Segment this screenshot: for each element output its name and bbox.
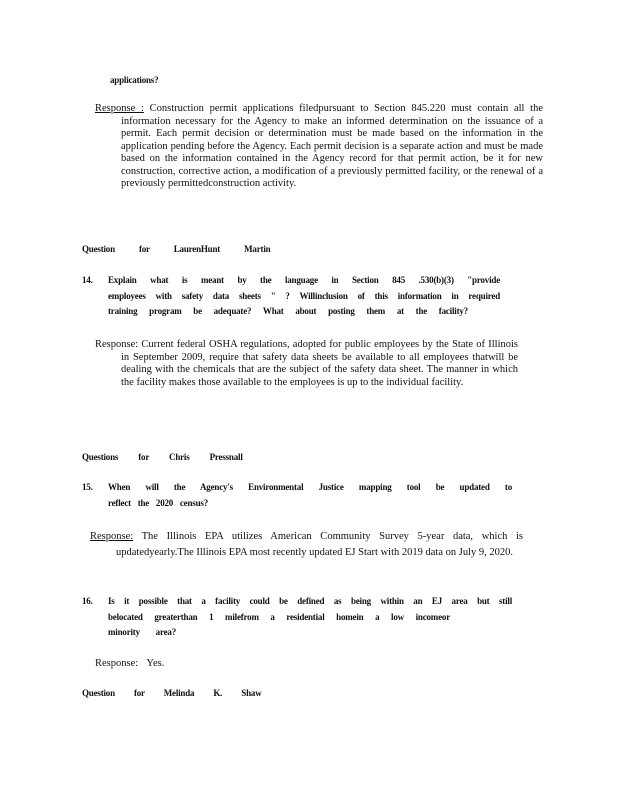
response-15 [90,529,523,560]
response-text: Yes. [146,658,165,669]
question-15 [82,480,514,511]
section-header-pressnall: Questions for Chris Pressnall [82,452,243,462]
question-line: Explain what is meant by the language in Section 845 .530(b)(3) "provide [108,275,500,285]
question-line: minority area? [108,627,176,637]
question-line: When will the Agency's Environmental Justice mapping tool be updated to [108,482,512,492]
question-line: Is it possible that a facility could be defined as being within an EJ area but still [108,596,512,606]
response-construction [95,103,543,191]
response-text: The Illinois EPA utilizes American Community Survey 5-year data, which is updatedyearly.The Illinois EPA most recently updated EJ Start with 2019 data on July 9, 2020. [116,531,523,558]
response-label: Response: [95,339,139,350]
question-number: 16. [82,596,93,606]
question-line: belocated greaterthan 1 milefrom a residential homein a low incomeor [108,611,450,622]
response-label: Response: [95,658,139,669]
question-14 [82,273,502,320]
section-header-shaw: Question for Melinda K. Shaw [82,688,262,698]
response-text: Current federal OSHA regulations, adopted for public employees by the State of Illinois in September 2009, require that safety data sheets be available to all employees thatwill be dealing with the chemicals that are the subject of the safety data sheet. The manner in which the facility makes those available to the employees is up to the individual facility. [121,339,518,388]
response-16 [95,658,295,671]
question-fragment: applications? [110,75,159,85]
section-header-hunt: Question for LaurenHunt Martin [82,244,271,254]
question-16 [82,594,514,641]
question-line: reflect the 2020 census? [108,497,208,508]
question-number: 15. [82,482,93,492]
question-line: employees with safety data sheets " ? Willinclusion of this information in required [108,290,500,301]
response-label: Response: [90,531,134,542]
question-number: 14. [82,275,93,285]
question-line: training program be adequate? What about posting them at the facility? [108,306,468,316]
response-14 [95,339,518,389]
response-label: Response : [95,103,144,114]
response-text: Construction permit applications filedpursuant to Section 845.220 must contain all the information necessary for the Agency to make an informed determination on the issuance of a permit. Each permit decision or determination must be made based on the information in the application pending before the Agency. Each permit decision is a separate action and must be made based on the information contained in the Agency record for that permit action, be it for new construction, corrective action, a modification of a previously permitted facility, or the renewal of a previously permittedconstruction activity. [121,103,544,189]
